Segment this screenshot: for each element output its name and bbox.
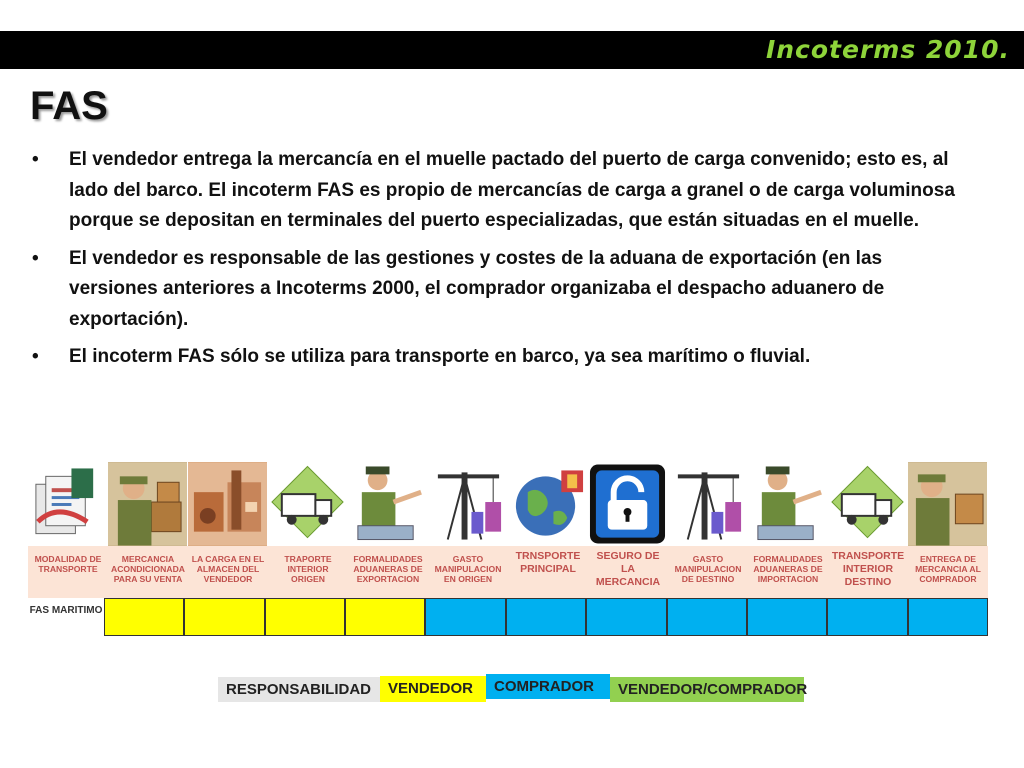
column-label: MERCANCIA ACONDICIONADA PARA SU VENTA: [111, 554, 185, 584]
slide-title: FAS: [30, 84, 108, 128]
column-label: TRAPORTE INTERIOR ORIGEN: [284, 554, 332, 584]
column-label: SEGURO DE LA MERCANCIA: [595, 550, 661, 588]
column-label: TRANSPORTE INTERIOR DESTINO: [831, 550, 905, 588]
bullet-item: • El vendedor es responsable de las gestiones y costes de la aduana de exportación (en las versiones anteriores a Incoterms 2000, el comprador organizaba el despacho aduanero de exportación).: [32, 247, 885, 330]
responsibility-cell-comprador: [506, 598, 586, 636]
responsibility-row: [28, 598, 988, 636]
warehouse-icon: [188, 462, 268, 546]
bullet-item: • El incoterm FAS sólo se utiliza para transporte en barco, ya sea marítimo o fluvial.: [32, 346, 811, 367]
worker-delivery-icon: [908, 462, 988, 546]
legend-vendedor-comprador: VENDEDOR/COMPRADOR: [610, 677, 804, 702]
column-label: TRNSPORTE PRINCIPAL: [515, 550, 581, 575]
column-label: ENTREGA DE MERCANCIA AL COMPRADOR: [915, 554, 981, 584]
column-label: FORMALIDADES ADUANERAS DE EXPORTACION: [353, 554, 423, 584]
column-label: MODALIDAD DE TRANSPORTE: [34, 554, 102, 574]
incoterm-responsibility-table: [28, 462, 988, 636]
customs-officer-icon: [348, 462, 428, 546]
responsibility-cell-comprador: [425, 598, 505, 636]
crane-icon: [668, 462, 748, 546]
truck-icon: [268, 462, 348, 546]
legend-label: RESPONSABILIDAD: [218, 677, 380, 702]
customs-officer-icon: [748, 462, 828, 546]
column-label: GASTO MANIPULACION EN ORIGEN: [434, 554, 502, 584]
worker-boxes-icon: [108, 462, 188, 546]
responsibility-cell-comprador: [586, 598, 666, 636]
bullet-item: • El vendedor entrega la mercancía en el muelle pactado del puerto de carga convenido; esto es, al lado del barco. El incoterm FAS es propio de mercancías de carga a granel o de carga voluminosa porque se depositan en terminales del puerto especializadas, que están situadas en el muelle.: [32, 149, 955, 231]
documents-icon: [28, 462, 108, 546]
responsibility-cell-comprador: [908, 598, 988, 636]
row-label: FAS MARITIMO: [28, 598, 104, 636]
responsibility-cell-vendedor: [265, 598, 345, 636]
globe-icon: [508, 462, 588, 546]
responsibility-cell-comprador: [827, 598, 907, 636]
bullet-list: [30, 145, 970, 380]
truck-icon: [828, 462, 908, 546]
column-label: GASTO MANIPULACION DE DESTINO: [674, 554, 742, 584]
header-bar: [0, 31, 1024, 69]
icon-row: [28, 462, 988, 546]
legend-comprador: COMPRADOR: [486, 674, 610, 699]
responsibility-cell-vendedor: [345, 598, 425, 636]
responsibility-cell-comprador: [747, 598, 827, 636]
legend-vendedor: VENDEDOR: [380, 676, 486, 702]
responsibility-cell-comprador: [667, 598, 747, 636]
padlock-icon: [588, 462, 668, 546]
responsibility-cell-vendedor: [184, 598, 264, 636]
responsibility-cell-vendedor: [104, 598, 184, 636]
crane-icon: [428, 462, 508, 546]
column-label: FORMALIDADES ADUANERAS DE IMPORTACION: [753, 554, 823, 584]
column-label: LA CARGA EN EL ALMACEN DEL VENDEDOR: [191, 554, 265, 584]
header-title: Incoterms 2010.: [765, 35, 1010, 64]
label-row: [28, 546, 988, 598]
legend: [218, 673, 808, 702]
